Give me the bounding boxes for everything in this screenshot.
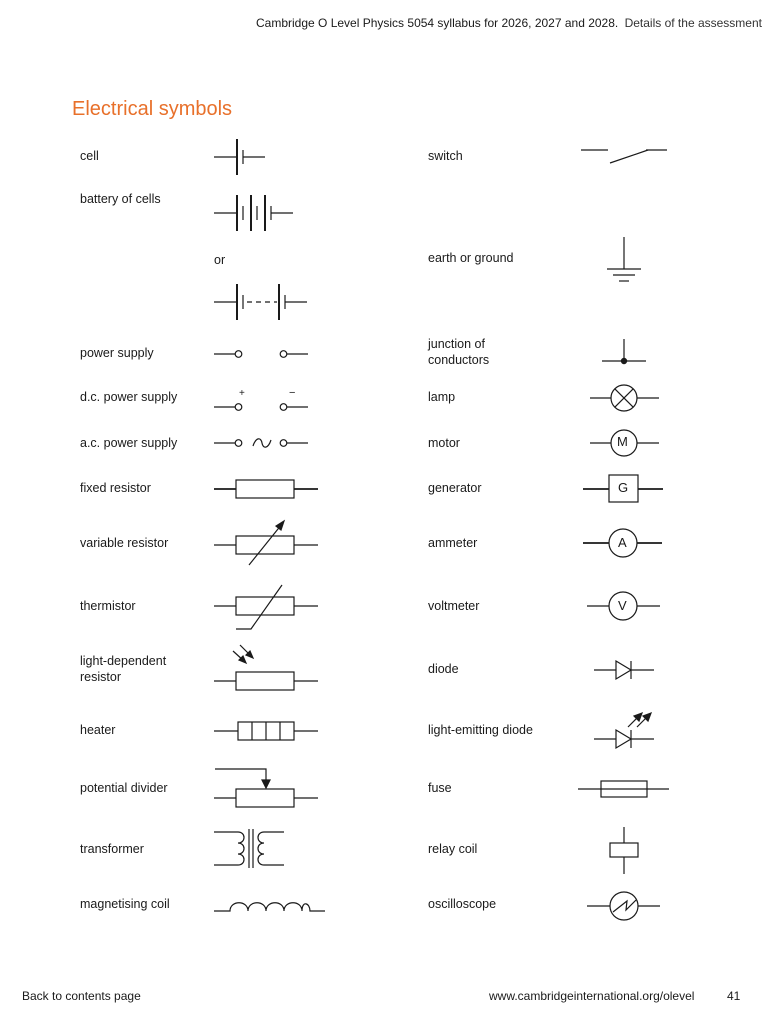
earth-symbol — [607, 237, 641, 281]
label-power-supply: power supply — [80, 346, 154, 360]
label-fixed-resistor: fixed resistor — [80, 481, 151, 495]
led-symbol — [594, 713, 654, 748]
back-to-contents-link[interactable]: Back to contents page — [22, 989, 141, 1003]
label-ammeter: ammeter — [428, 536, 478, 550]
label-motor: motor — [428, 436, 460, 450]
label-ldr-line2: resistor — [80, 670, 121, 684]
label-lamp: lamp — [428, 390, 456, 404]
oscilloscope-symbol — [587, 892, 660, 920]
dc-power-supply-symbol — [214, 404, 308, 411]
dc-plus-sign: + — [239, 388, 245, 399]
label-relay-coil: relay coil — [428, 842, 478, 856]
voltmeter-letter: V — [618, 598, 627, 613]
label-junction-line2: conductors — [428, 353, 490, 367]
magnetising-coil-symbol — [214, 903, 325, 911]
potential-divider-symbol — [214, 769, 318, 807]
label-thermistor: thermistor — [80, 599, 136, 613]
label-dc-power-supply: d.c. power supply — [80, 390, 178, 404]
label-transformer: transformer — [80, 842, 144, 856]
relay-coil-symbol — [610, 827, 638, 874]
label-fuse: fuse — [428, 781, 452, 795]
label-heater: heater — [80, 723, 116, 737]
ammeter-letter: A — [618, 535, 627, 550]
ldr-symbol — [214, 645, 318, 690]
label-magnetising-coil: magnetising coil — [80, 897, 170, 911]
ac-power-supply-symbol — [214, 439, 308, 447]
dc-minus-sign: − — [289, 387, 296, 399]
label-led: light-emitting diode — [428, 723, 533, 737]
label-earth: earth or ground — [428, 251, 514, 265]
label-junction-line1: junction of — [428, 337, 485, 351]
label-ac-power-supply: a.c. power supply — [80, 436, 178, 450]
generator-letter: G — [618, 480, 629, 495]
label-variable-resistor: variable resistor — [80, 536, 169, 550]
label-ldr-line1: light-dependent — [80, 654, 167, 668]
battery-dashed-symbol — [214, 284, 307, 320]
label-diode: diode — [428, 662, 459, 676]
label-battery: battery of cells — [80, 192, 161, 206]
variable-resistor-symbol — [214, 521, 318, 565]
header-title: Cambridge O Level Physics 5054 syllabus for 2026, 2027 and 2028. — [256, 16, 619, 30]
label-generator: generator — [428, 481, 482, 495]
fixed-resistor-symbol — [214, 480, 318, 498]
transformer-symbol — [214, 829, 284, 868]
label-or: or — [214, 253, 226, 267]
page-number: 41 — [727, 989, 741, 1003]
cell-symbol — [214, 139, 265, 175]
fuse-symbol — [578, 781, 669, 797]
label-oscilloscope: oscilloscope — [428, 897, 497, 911]
label-cell: cell — [80, 149, 99, 163]
thermistor-symbol — [214, 585, 318, 629]
battery-symbol — [214, 195, 293, 231]
motor-letter: M — [617, 434, 628, 449]
website-link[interactable]: www.cambridgeinternational.org/olevel — [489, 989, 695, 1003]
junction-symbol — [602, 339, 646, 364]
header-section: Details of the assessment — [624, 16, 762, 30]
page-title: Electrical symbols — [72, 98, 233, 120]
label-switch: switch — [428, 149, 463, 163]
lamp-symbol — [590, 385, 659, 411]
label-potential-divider: potential divider — [80, 781, 168, 795]
label-voltmeter: voltmeter — [428, 599, 480, 613]
switch-symbol — [581, 150, 667, 163]
heater-symbol — [214, 722, 318, 740]
diode-symbol — [594, 661, 654, 679]
power-supply-symbol — [214, 351, 308, 358]
